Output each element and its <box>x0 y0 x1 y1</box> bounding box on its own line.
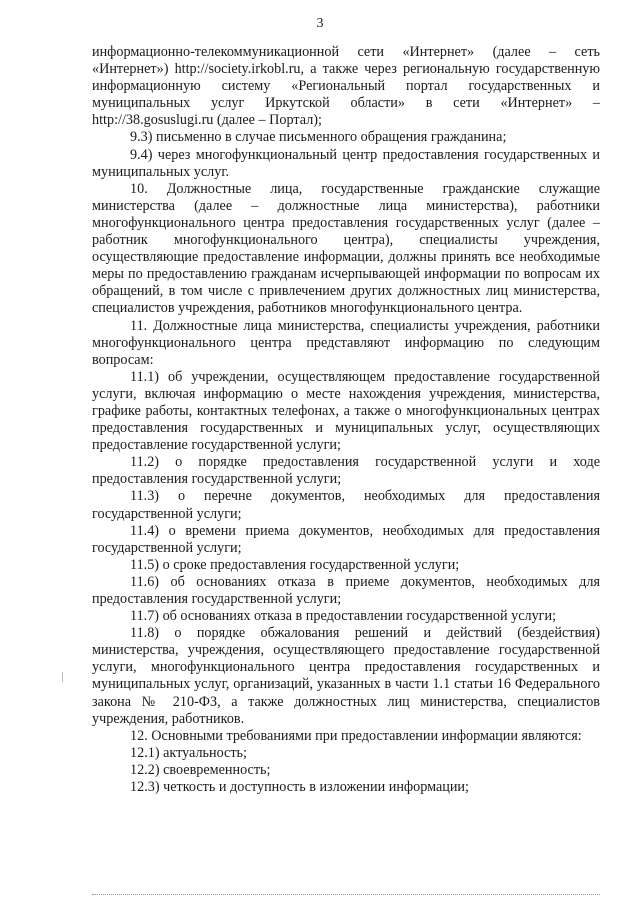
scan-artifact <box>62 672 63 682</box>
paragraph-11-8: 11.8) о порядке обжалования решений и действий (бездействия) министерства, учреждения, осуществляющего предоставление государственной услуги, многофункционального центра предоставления государственных и муниципальных услуг, организаций, указанных в части 1.1 статьи 16 Федерального закона № 210-ФЗ, а также должностных лиц министерства, специалистов учреждения, работников. <box>92 625 600 727</box>
paragraph-12: 12. Основными требованиями при предоставлении информации являются: <box>130 727 582 744</box>
paragraph-11-6: 11.6) об основаниях отказа в приеме документов, необходимых для предоставления государственной услуги; <box>92 573 600 607</box>
paragraph-9-4: 9.4) через многофункциональный центр предоставления государственных и муниципальных услуг. <box>92 146 600 180</box>
paragraph-11-4: 11.4) о времени приема документов, необходимых для предоставления государственной услуги; <box>92 522 600 556</box>
paragraph-12-1: 12.1) актуальность; <box>130 744 247 761</box>
page-bottom-line <box>92 894 600 895</box>
paragraph-portal-continuation: информационно-телекоммуникационной сети «Интернет» (далее – сеть «Интернет») http://society.irkobl.ru, а также через региональную государственную информационную систему «Региональный портал государственных и муниципальных услуг Иркутской области» в сети «Интернет» – http://38.gosuslugi.ru (далее – Портал); <box>92 44 600 129</box>
paragraph-11-5: 11.5) о сроке предоставления государственной услуги; <box>130 556 460 573</box>
paragraph-12-3: 12.3) четкость и доступность в изложении информации; <box>130 779 469 796</box>
document-body <box>92 44 600 796</box>
paragraph-9-3: 9.3) письменно в случае письменного обращения гражданина; <box>130 129 507 146</box>
paragraph-11-1: 11.1) об учреждении, осуществляющем предоставление государственной услуги, включая информацию о месте нахождения учреждения, министерства, графике работы, контактных телефонах, а также о многофункциональных центрах предоставления государственных и муниципальных услуг, осуществляющих предоставление государственной услуги; <box>92 368 600 454</box>
paragraph-11-2: 11.2) о порядке предоставления государственной услуги и ходе предоставления государственной услуги; <box>92 454 600 488</box>
paragraph-11: 11. Должностные лица министерства, специалисты учреждения, работники многофункционального центра представляют информацию по следующим вопросам: <box>92 317 600 368</box>
paragraph-12-2: 12.2) своевременность; <box>130 761 271 778</box>
paragraph-11-3: 11.3) о перечне документов, необходимых для предоставления государственной услуги; <box>92 488 600 522</box>
paragraph-11-7: 11.7) об основаниях отказа в предоставлении государственной услуги; <box>130 608 557 625</box>
page-number: 3 <box>316 16 324 31</box>
paragraph-10: 10. Должностные лица, государственные гражданские служащие министерства (далее – должностные лица министерства), работники многофункционального центра предоставления государственных услуг (далее – работник многофункционального центра), специалисты учреждения, осуществляющие предоставление информации, должны принять все необходимые меры по предоставлению гражданам исчерпывающей информации по вопросам их обращений, в том числе с привлечением других должностных лиц министерства, специалистов учреждения, работников многофункционального центра. <box>92 180 600 317</box>
